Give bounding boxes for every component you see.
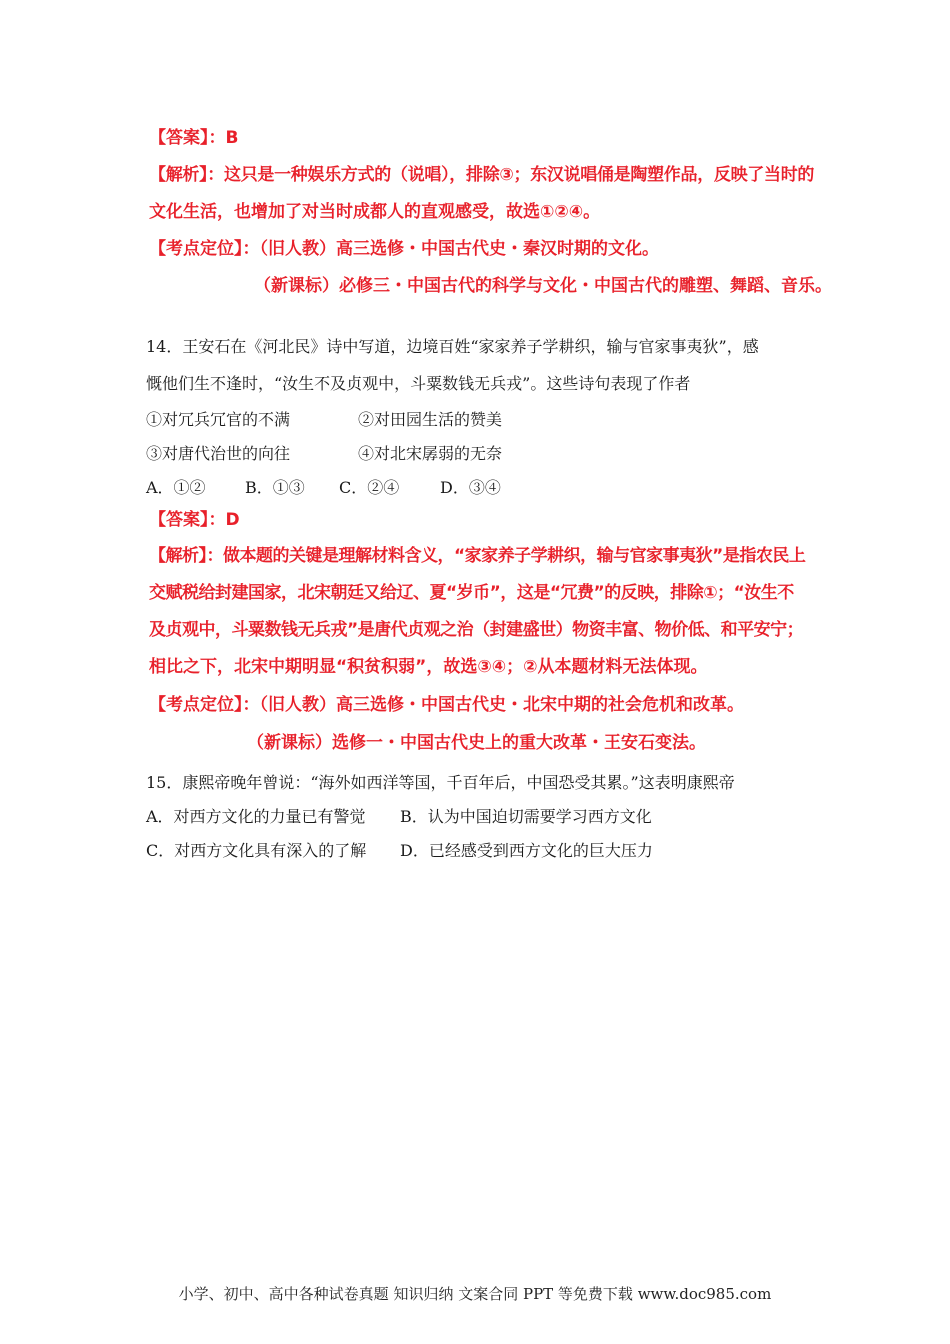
q14-point-new: （新课标）选修一・中国古代史上的重大改革・王安石变法。	[247, 733, 706, 753]
q13-answer: 【答案】：B	[149, 128, 239, 148]
q15-choice-c: C．对西方文化具有深入的了解	[146, 841, 367, 860]
q14-analysis-line-4: 相比之下，北宋中期明显“积贫积弱”，故选③④；②从本题材料无法体现。	[149, 657, 708, 677]
q14-choice-c: C．②④	[339, 478, 400, 497]
q14-choice-d: D．③④	[440, 478, 501, 497]
q14-answer: 【答案】：D	[149, 510, 240, 530]
q15-choice-b: B．认为中国迫切需要学习西方文化	[400, 807, 652, 826]
q14-item-1: ①对冗兵冗官的不满	[146, 410, 291, 429]
q14-stem-line-2: 慨他们生不逢时，“汝生不及贞观中，斗粟数钱无兵戎”。这些诗句表现了作者	[146, 374, 691, 393]
q14-point-old: 【考点定位】：（旧人教）高三选修・中国古代史・北宋中期的社会危机和改革。	[149, 695, 744, 715]
q14-item-3: ③对唐代治世的向往	[146, 444, 291, 463]
q15-choice-d: D．已经感受到西方文化的巨大压力	[400, 841, 653, 860]
q13-analysis-line-2: 文化生活，也增加了对当时成都人的直观感受，故选①②④。	[149, 202, 601, 222]
q14-choice-a: A．①②	[146, 478, 206, 497]
q13-point-old: 【考点定位】：（旧人教）高三选修・中国古代史・秦汉时期的文化。	[149, 239, 659, 259]
q15-stem: 15．康熙帝晚年曾说：“海外如西洋等国，千百年后，中国恐受其累。”这表明康熙帝	[146, 773, 735, 792]
page-footer: 小学、初中、高中各种试卷真题 知识归纳 文案合同 PPT 等免费下载 www.doc985.com	[178, 1285, 772, 1303]
q14-item-4: ④对北宋孱弱的无奈	[358, 444, 503, 463]
q13-analysis-line-1: 【解析】：这只是一种娱乐方式的（说唱），排除③；东汉说唱俑是陶塑作品，反映了当时的	[149, 165, 815, 185]
q15-choice-a: A．对西方文化的力量已有警觉	[146, 807, 366, 826]
q13-point-new: （新课标）必修三・中国古代的科学与文化・中国古代的雕塑、舞蹈、音乐。	[254, 276, 832, 296]
q14-analysis-line-2: 交赋税给封建国家，北宋朝廷又给辽、夏“岁币”，这是“冗费”的反映，排除①；“汝生不	[149, 583, 794, 603]
q14-item-2: ②对田园生活的赞美	[358, 410, 503, 429]
q14-analysis-line-1: 【解析】：做本题的关键是理解材料含义，“家家养子学耕织，输与官家事夷狄”是指农民上	[149, 546, 806, 566]
q14-choice-b: B．①③	[245, 478, 305, 497]
q14-stem-line-1: 14．王安石在《河北民》诗中写道，边境百姓“家家养子学耕织，输与官家事夷狄”，感	[146, 337, 759, 356]
q14-analysis-line-3: 及贞观中，斗粟数钱无兵戎”是唐代贞观之治（封建盛世）物资丰富、物价低、和平安宁；	[149, 620, 804, 640]
